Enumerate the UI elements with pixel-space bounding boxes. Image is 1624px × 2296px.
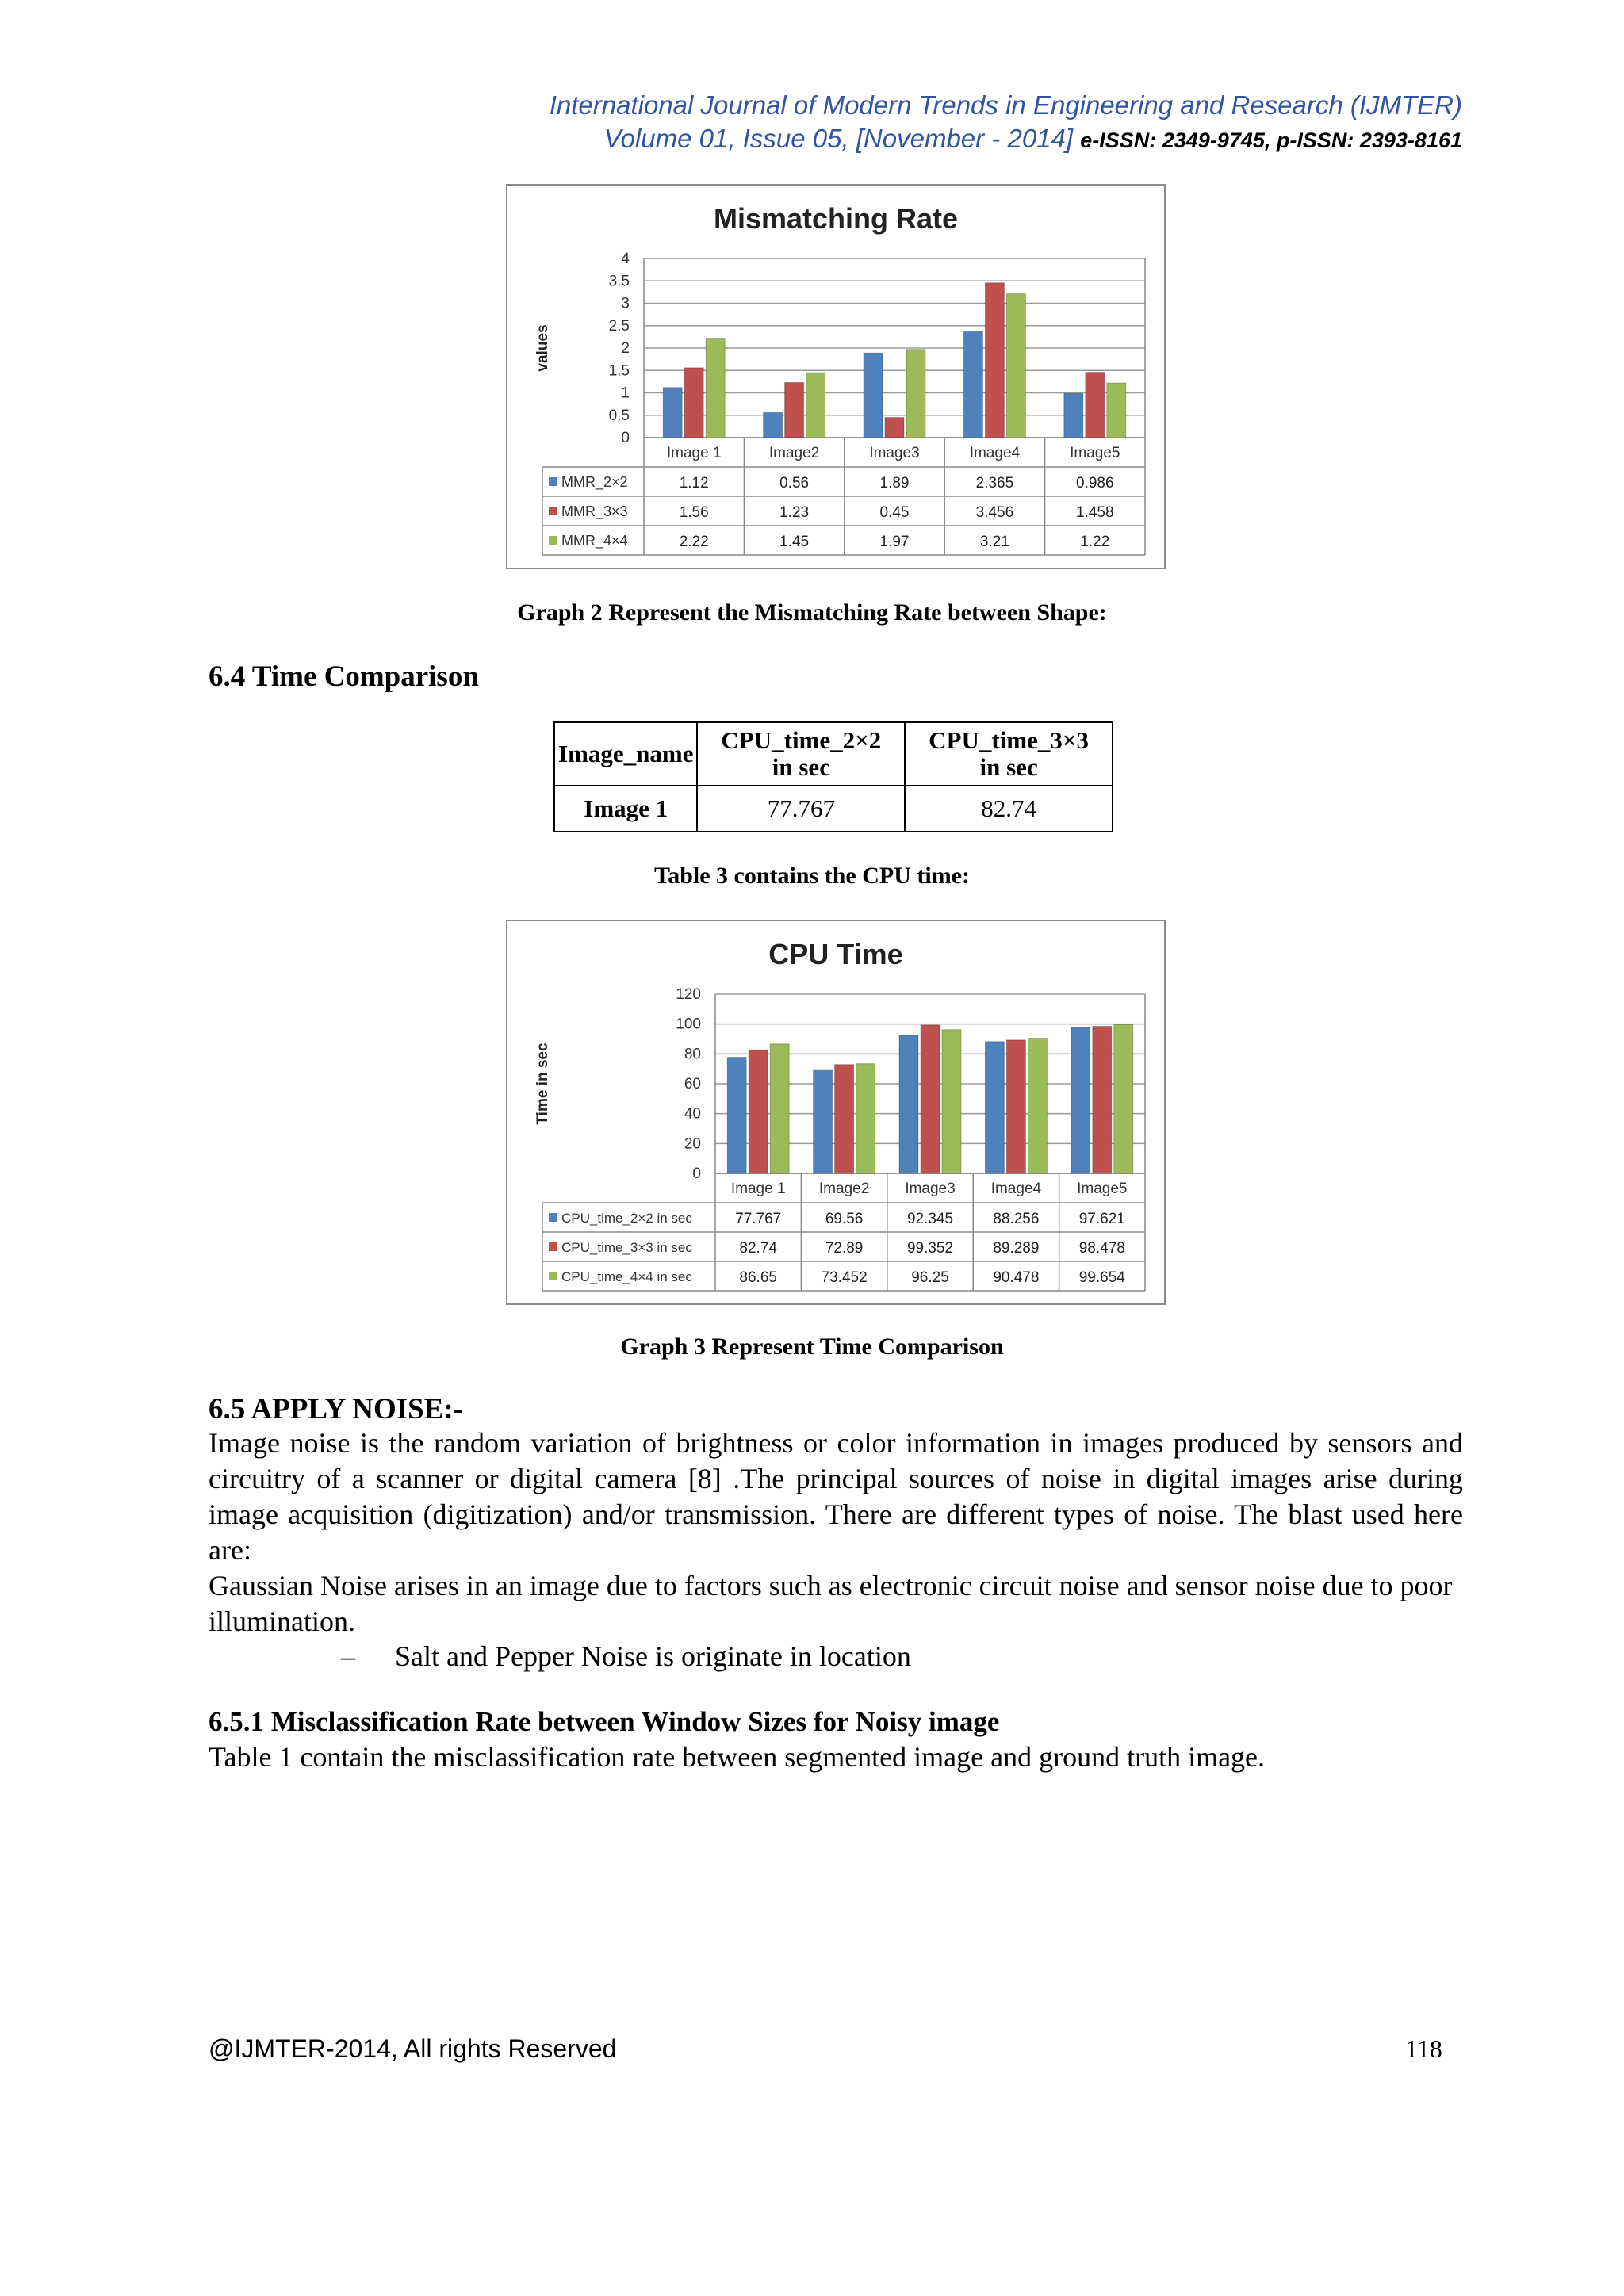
y-tick-label: 3.5 [608, 273, 630, 290]
cpu-time-chart-svg [508, 921, 1164, 1303]
chart-title: Mismatching Rate [713, 202, 959, 235]
data-label: 99.352 [906, 1240, 954, 1257]
legend-label: CPU_time_4×4 in sec [561, 1269, 692, 1284]
data-label: 1.458 [1076, 504, 1114, 521]
legend-swatch [549, 507, 557, 515]
cpu-time-chart [506, 920, 1166, 1305]
y-tick-label: 2.5 [608, 317, 630, 335]
legend-label: CPU_time_2×2 in sec [561, 1211, 692, 1226]
bar [1071, 1027, 1090, 1173]
data-label: 77.767 [735, 1211, 782, 1227]
bar [727, 1058, 746, 1173]
y-tick-label: 100 [676, 1016, 701, 1033]
y-tick-label: 120 [676, 986, 701, 1003]
legend-label: CPU_time_3×3 in sec [561, 1240, 692, 1255]
y-tick-label: 0 [692, 1165, 701, 1182]
journal-issn: e-ISSN: 2349-9745, p-ISSN: 2393-8161 [1080, 128, 1462, 152]
bar [706, 339, 725, 438]
bar [1086, 373, 1105, 438]
bar [785, 383, 804, 438]
data-label: 1.12 [679, 475, 709, 492]
table-header-cpu-3x3: CPU_time_3×3 in sec [905, 722, 1113, 786]
data-label: 72.89 [825, 1240, 864, 1257]
data-label: 1.89 [879, 475, 910, 492]
gaussian-noise-paragraph: Gaussian Noise arises in an image due to factors such as electronic circuit noise and sensor noise due to poor illumination. [209, 1570, 1453, 1637]
bar [942, 1030, 961, 1173]
data-label: 92.345 [906, 1211, 954, 1227]
section-6-5-1-body: Table 1 contain the misclassification rate between segmented image and ground truth image. [209, 1741, 1266, 1773]
noise-paragraph: Image noise is the random variation of brightness or color information in images produced by sensors and circuitry of a scanner or digital camera [8] .The principal sources of noise in digital images arise during image acquisition (digitization) and/or transmission. There are different types of noise. The blast used here are: [209, 1427, 1463, 1566]
data-label: 3.21 [979, 534, 1009, 550]
data-label: 3.456 [975, 504, 1014, 521]
y-axis-label: Time in sec [534, 1043, 551, 1125]
bar [921, 1025, 940, 1173]
bar [1107, 383, 1126, 438]
data-label: 89.289 [993, 1240, 1040, 1257]
section-6-5-1-heading: 6.5.1 Misclassification Rate between Window Sizes for Noisy image [209, 1706, 1000, 1737]
table-header-image-name: Image_name [554, 722, 697, 786]
section-6-5-body [209, 1425, 1463, 1640]
mismatching-rate-chart-svg [508, 186, 1164, 568]
y-tick-label: 0.5 [608, 407, 630, 424]
data-label: 0.56 [779, 475, 810, 492]
legend-swatch [549, 1213, 557, 1222]
category-label: Image3 [905, 1181, 956, 1197]
y-tick-label: 3 [621, 295, 630, 312]
data-label: 0.986 [1076, 475, 1114, 492]
y-tick-label: 20 [684, 1135, 701, 1153]
journal-volume-line [238, 122, 1462, 157]
legend-swatch [549, 1272, 557, 1280]
category-label: Image3 [869, 445, 920, 461]
graph3-caption: Graph 3 Represent Time Comparison [620, 1334, 1004, 1360]
bar [684, 368, 703, 438]
y-tick-label: 2 [621, 340, 630, 357]
data-label: 1.97 [879, 534, 910, 550]
category-label: Image 1 [666, 445, 722, 461]
data-label: 88.256 [993, 1211, 1040, 1227]
data-label: 0.45 [879, 504, 910, 521]
table-cell-cpu-2x2: 77.767 [697, 786, 905, 832]
category-label: Image5 [1077, 1181, 1128, 1197]
data-label: 73.452 [821, 1269, 868, 1286]
data-label: 99.654 [1078, 1269, 1125, 1286]
category-label: Image2 [768, 445, 820, 461]
data-label: 1.23 [779, 504, 810, 521]
bar [899, 1035, 918, 1173]
data-label: 97.621 [1078, 1211, 1125, 1227]
category-label: Image2 [818, 1181, 870, 1197]
bar [749, 1050, 768, 1173]
table-row [554, 786, 1113, 832]
section-6-4-heading: 6.4 Time Comparison [209, 660, 479, 693]
graph2-caption: Graph 2 Represent the Mismatching Rate between Shape: [517, 599, 1107, 626]
bar [1093, 1027, 1112, 1173]
bullet-dash: – [341, 1640, 355, 1672]
bar [1006, 1040, 1025, 1173]
legend-swatch [549, 1242, 557, 1251]
bar [770, 1044, 789, 1173]
y-tick-label: 40 [684, 1105, 701, 1123]
y-tick-label: 0 [621, 430, 630, 446]
table-header-cpu-2x2: CPU_time_2×2 in sec [697, 722, 905, 786]
legend-label: MMR_4×4 [561, 533, 628, 549]
bar [864, 353, 883, 438]
category-label: Image 1 [730, 1181, 786, 1197]
data-label: 90.478 [993, 1269, 1040, 1286]
data-label: 1.45 [779, 534, 810, 550]
mismatching-rate-chart [506, 184, 1166, 569]
data-label: 69.56 [825, 1211, 864, 1227]
category-label: Image4 [969, 445, 1021, 461]
bar [764, 412, 783, 438]
bar [806, 373, 825, 438]
table3-caption: Table 3 contains the CPU time: [653, 863, 971, 889]
data-label: 82.74 [739, 1240, 777, 1257]
data-label: 98.478 [1078, 1240, 1125, 1257]
data-label: 1.56 [679, 504, 709, 521]
bar [1114, 1024, 1133, 1173]
bar [985, 283, 1004, 438]
table-cell-image-name: Image 1 [554, 786, 697, 832]
y-axis-label: values [534, 324, 551, 372]
bar [1028, 1039, 1047, 1173]
y-tick-label: 1.5 [608, 362, 630, 380]
bar [885, 418, 904, 438]
bar [985, 1042, 1004, 1173]
category-label: Image4 [990, 1181, 1042, 1197]
journal-title: International Journal of Modern Trends in Engineering and Research (IJMTER) [549, 90, 1462, 120]
bar [963, 331, 982, 438]
legend-label: MMR_2×2 [561, 474, 628, 490]
section-6-5-heading: 6.5 APPLY NOISE:- [209, 1393, 464, 1425]
y-tick-label: 60 [684, 1076, 701, 1093]
bar [1064, 393, 1083, 438]
cpu-time-table [553, 721, 1113, 832]
legend-swatch [549, 536, 557, 545]
data-label: 2.22 [679, 534, 709, 550]
data-label: 1.22 [1080, 534, 1110, 550]
cpu-time-table-header-row [554, 722, 1113, 786]
data-label: 2.365 [975, 475, 1014, 492]
legend-swatch [549, 477, 557, 486]
bar [1006, 294, 1025, 438]
bar [856, 1064, 875, 1173]
bar [835, 1065, 854, 1173]
journal-header [238, 89, 1462, 157]
legend-label: MMR_3×3 [561, 503, 628, 519]
category-label: Image5 [1070, 445, 1120, 461]
y-tick-label: 4 [621, 251, 630, 267]
table-cell-cpu-3x3: 82.74 [905, 786, 1113, 832]
data-label: 86.65 [739, 1269, 777, 1286]
data-label: 96.25 [911, 1269, 949, 1286]
y-tick-label: 80 [684, 1046, 701, 1063]
journal-volume: Volume 01, Issue 05, [November - 2014] [603, 124, 1074, 153]
page-number: 118 [1405, 2034, 1442, 2063]
footer-copyright: @IJMTER-2014, All rights Reserved [209, 2034, 617, 2063]
chart-title: CPU Time [768, 938, 903, 970]
bar [906, 350, 925, 438]
bar [663, 388, 682, 438]
y-tick-label: 1 [621, 385, 630, 402]
bar [814, 1070, 833, 1173]
bullet-text: Salt and Pepper Noise is originate in location [395, 1640, 911, 1672]
salt-pepper-bullet [341, 1640, 911, 1673]
